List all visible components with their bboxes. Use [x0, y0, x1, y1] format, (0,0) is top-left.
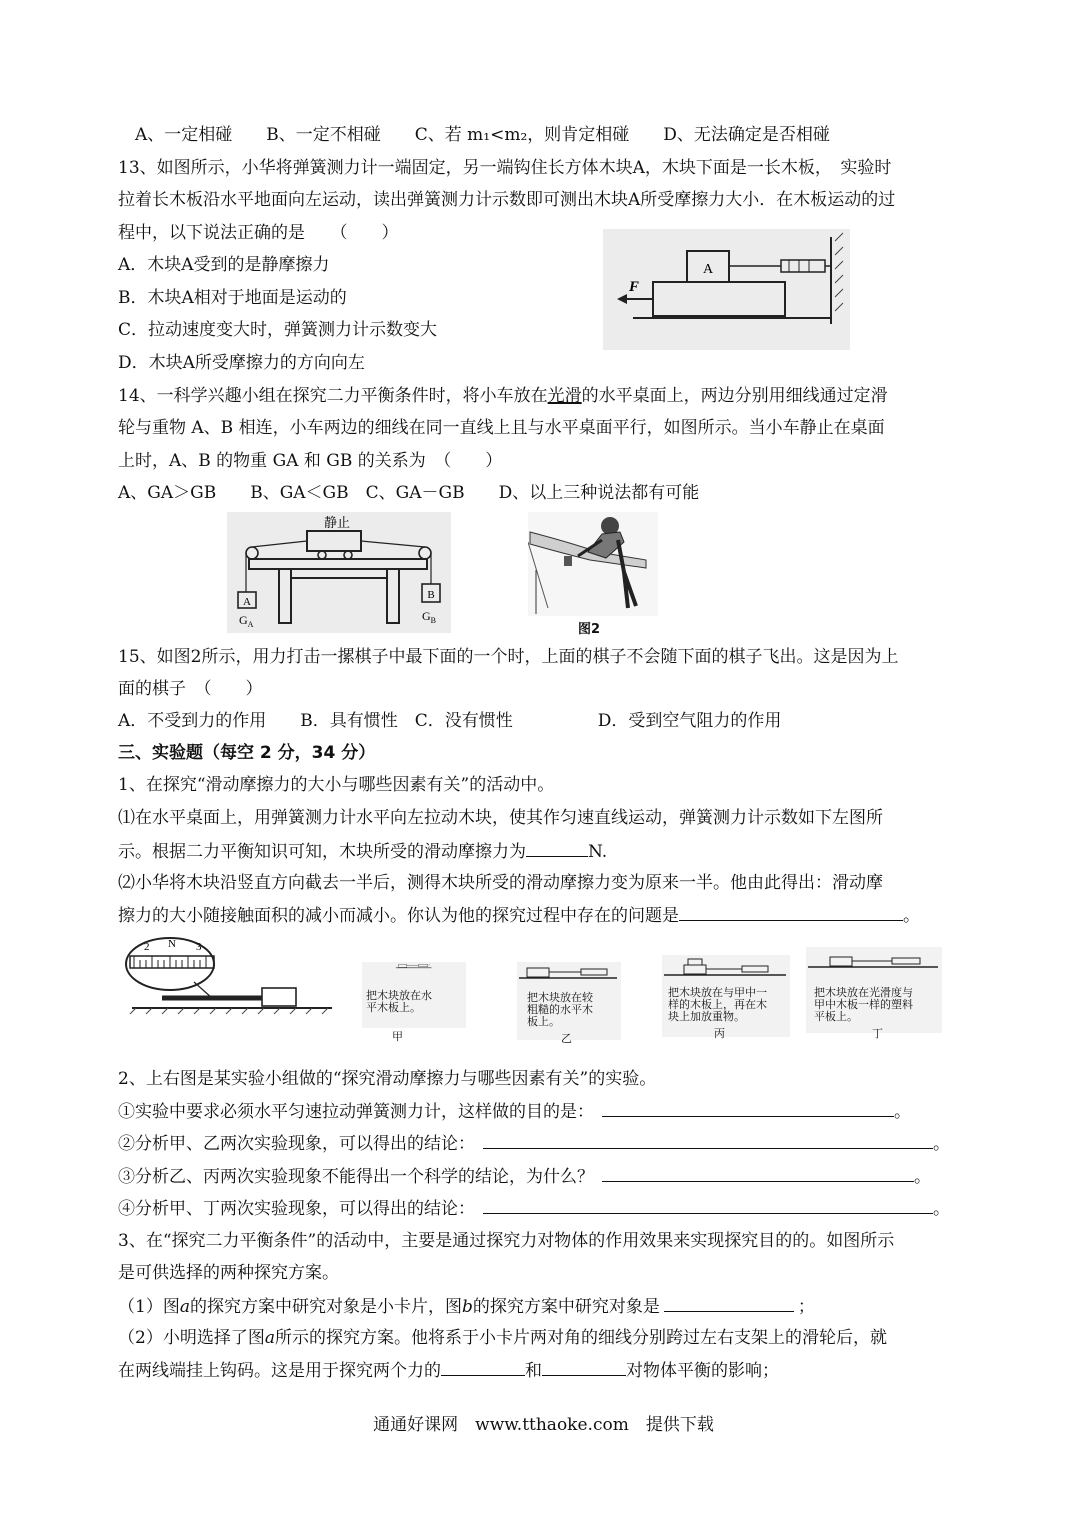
- exp-panel-yi-line1: 把木块放在较: [527, 991, 593, 1004]
- exp3-p2-line2-b: 和: [525, 1361, 542, 1381]
- exp2-q3-end: 。: [914, 1167, 931, 1187]
- q14-line1-b: 的水平桌面上，两边分别用细线通过定滑: [581, 386, 888, 406]
- exp3-line1: 3、在“探究二力平衡条件”的活动中，主要是通过探究力对物体的作用效果来实现探究目的的。如图所示: [118, 1231, 895, 1251]
- exp-panel-ding-line2: 甲中木板一样的塑料: [814, 998, 913, 1011]
- exp3-part1: [118, 1295, 815, 1318]
- exp3-p2-a: （2）小明选择了图: [118, 1328, 265, 1348]
- q13-option-c: C．拉动速度变大时，弹簧测力计示数变大: [118, 320, 438, 340]
- exp2-line1: 2、上右图是某实验小组做的“探究滑动摩擦力与哪些因素有关”的实验。: [118, 1069, 657, 1089]
- exp2-q1-end: 。: [894, 1102, 911, 1122]
- exp-panel-bing-line3: 块上加放重物。: [668, 1010, 745, 1023]
- q14-gb-sub: B: [430, 616, 437, 625]
- exp3-p1-fig-b: b: [461, 1297, 473, 1317]
- q13-line1: 13、如图所示，小华将弹簧测力计一端固定，另一端钩住长方体木块A，木块下面是一长木板， 实验时: [118, 158, 892, 178]
- q15-options: A．不受到力的作用 B．具有惯性 C．没有惯性 D．受到空气阻力的作用: [118, 711, 782, 731]
- exp1-scale-2-label: 2: [144, 941, 150, 953]
- exp3-p1-c: 的探究方案中研究对象是: [472, 1297, 660, 1317]
- q15-figure-2: [528, 512, 658, 616]
- exp3-p1-blank[interactable]: [664, 1295, 794, 1312]
- q14-gb-letter: G: [422, 609, 431, 623]
- exp2-q2: [118, 1132, 950, 1155]
- q14-ga-letter: G: [239, 613, 248, 627]
- q14-line1: [118, 385, 888, 407]
- exp-panel-bing-name: 丙: [714, 1027, 725, 1040]
- exp1-line3-unit: N.: [588, 842, 608, 862]
- q13-option-b: B．木块A相对于地面是运动的: [118, 288, 347, 308]
- q12-options: A、一定相碰 B、一定不相碰 C、若 m₁<m₂，则肯定相碰 D、无法确定是否相碰: [135, 125, 830, 145]
- exp1-friction-blank[interactable]: [526, 840, 588, 857]
- q14-line3: 上时，A、B 的物重 GA 和 GB 的关系为 （ ）: [118, 451, 503, 471]
- exp-panel-bing: [662, 955, 790, 1037]
- exp1-scale-figure: [122, 934, 340, 1016]
- q14-ga-sub: A: [247, 620, 254, 629]
- exp1-scale-3-label: 3: [196, 941, 202, 953]
- exp3-p1-fig-a: a: [179, 1297, 190, 1317]
- q13-force-label: F: [629, 279, 640, 295]
- exp-panel-yi: [517, 962, 621, 1040]
- exp3-p2-line2-a: 在两线端挂上钩码。这是用于探究两个力的: [118, 1361, 441, 1381]
- exp1-line3-text: 示。根据二力平衡知识可知，木块所受的滑动摩擦力为: [118, 842, 526, 862]
- exp3-p2-line2-c: 对物体平衡的影响；: [626, 1361, 779, 1381]
- exp3-part2-line2: [118, 1359, 779, 1382]
- exp3-p2-fig-a: a: [264, 1328, 275, 1348]
- exp3-p1-b: 的探究方案中研究对象是小卡片，图: [189, 1297, 462, 1317]
- exp-panel-ding-line3: 平板上。: [814, 1010, 858, 1023]
- exp3-part2: [118, 1327, 887, 1349]
- exp-panel-jia-line1: 把木块放在水: [366, 989, 432, 1002]
- q14-weight-b-label: B: [427, 589, 435, 601]
- q15-line1: 15、如图2所示，用力打击一摞棋子中最下面的一个时，上面的棋子不会随下面的棋子飞出。这是因为上: [118, 647, 899, 667]
- exp2-q4-end: 。: [933, 1199, 950, 1219]
- exp-panel-bing-line2: 样的木板上，再在木: [668, 998, 767, 1011]
- exp1-line3: [118, 840, 607, 863]
- exp2-q2-blank[interactable]: [483, 1132, 933, 1149]
- exp-panel-jia-line2: 平木板上。: [366, 1001, 421, 1014]
- q13-line3: 程中，以下说法正确的是 （ ）: [118, 223, 399, 243]
- exp-panel-yi-line3: 板上。: [527, 1015, 560, 1028]
- q14-state-label: 静止: [323, 516, 351, 531]
- exp3-p2-b: 所示的探究方案。他将系于小卡片两对角的细线分别跨过左右支架上的滑轮后，就: [274, 1328, 887, 1348]
- q13-option-a: A．木块A受到的是静摩擦力: [118, 255, 330, 275]
- q14-line2: 轮与重物 A、B 相连，小车两边的细线在同一直线上且与水平桌面平行，如图所示。当小车静止在桌面: [118, 418, 885, 438]
- page-footer: 通通好课网 www.tthaoke.com 提供下载: [373, 1415, 714, 1435]
- exp1-line4: ⑵小华将木块沿竖直方向截去一半后，测得木块所受的滑动摩擦力变为原来一半。他由此得出：滑动摩: [118, 873, 883, 893]
- q14-keyword-smooth: 光滑: [547, 386, 582, 406]
- exp1-scale-n-label: N: [168, 938, 176, 950]
- exp3-p2-blank-2[interactable]: [542, 1359, 626, 1376]
- exp2-q1: [118, 1100, 911, 1123]
- exp2-q4: [118, 1197, 950, 1220]
- q14-balance-figure: [227, 512, 451, 633]
- q14-options: A、GA＞GB B、GA＜GB C、GA－GB D、以上三种说法都有可能: [118, 483, 700, 503]
- exp2-q4-text: ④分析甲、丁两次实验现象，可以得出的结论：: [118, 1199, 475, 1219]
- exp1-problem-blank[interactable]: [679, 904, 903, 921]
- q14-weight-a-label: A: [243, 596, 251, 608]
- q15-figure-2-caption: 图2: [578, 622, 601, 637]
- exp-panel-ding: [806, 947, 942, 1040]
- exp-panel-ding-line1: 把木块放在光滑度与: [814, 986, 913, 999]
- exp2-q1-text: ①实验中要求必须水平匀速拉动弹簧测力计，这样做的目的是：: [118, 1102, 594, 1122]
- exp1-line2: ⑴在水平桌面上，用弹簧测力计水平向左拉动木块，使其作匀速直线运动，弹簧测力计示数如下左图所: [118, 808, 883, 828]
- q14-line1-a: 14、一科学兴趣小组在探究二力平衡条件时，将小车放在: [118, 386, 548, 406]
- exp2-q2-text: ②分析甲、乙两次实验现象，可以得出的结论：: [118, 1134, 475, 1154]
- exp1-line5: [118, 904, 920, 927]
- exp-panel-bing-line1: 把木块放在与甲中一: [668, 986, 767, 999]
- exp-panel-jia-name: 甲: [392, 1030, 403, 1043]
- exp3-p1-a: （1）图: [118, 1297, 180, 1317]
- exp-panel-ding-name: 丁: [872, 1027, 883, 1040]
- exp2-q2-end: 。: [933, 1134, 950, 1154]
- exp1-line5-end: 。: [903, 906, 920, 926]
- exp2-q4-blank[interactable]: [483, 1197, 933, 1214]
- q13-line2: 拉着长木板沿水平地面向左运动，读出弹簧测力计示数即可测出木块A所受摩擦力大小．在木板运动的过: [118, 190, 896, 210]
- exp-panel-jia: [362, 962, 466, 1028]
- q13-friction-figure: [603, 229, 850, 350]
- q13-block-label: A: [702, 262, 714, 277]
- exp2-q3-text: ③分析乙、丙两次实验现象不能得出一个科学的结论，为什么？: [118, 1167, 594, 1187]
- exp1-line5-text: 擦力的大小随接触面积的减小而减小。你认为他的探究过程中存在的问题是: [118, 906, 679, 926]
- exp3-line2: 是可供选择的两种探究方案。: [118, 1263, 339, 1283]
- exp2-q3-blank[interactable]: [602, 1165, 914, 1182]
- section3-title: 三、实验题（每空 2 分，34 分）: [118, 743, 376, 763]
- exp-panel-yi-name: 乙: [561, 1032, 572, 1045]
- exp1-line1: 1、在探究“滑动摩擦力的大小与哪些因素有关”的活动中。: [118, 775, 555, 795]
- exp3-p1-end: ；: [797, 1297, 815, 1317]
- exp2-q3: [118, 1165, 931, 1188]
- q13-option-d: D．木块A所受摩擦力的方向向左: [118, 353, 365, 373]
- exp3-p2-blank-1[interactable]: [441, 1359, 525, 1376]
- q15-line2: 面的棋子 （ ）: [118, 679, 263, 699]
- exp-panel-yi-line2: 粗糙的水平木: [527, 1003, 593, 1016]
- exp2-q1-blank[interactable]: [602, 1100, 894, 1117]
